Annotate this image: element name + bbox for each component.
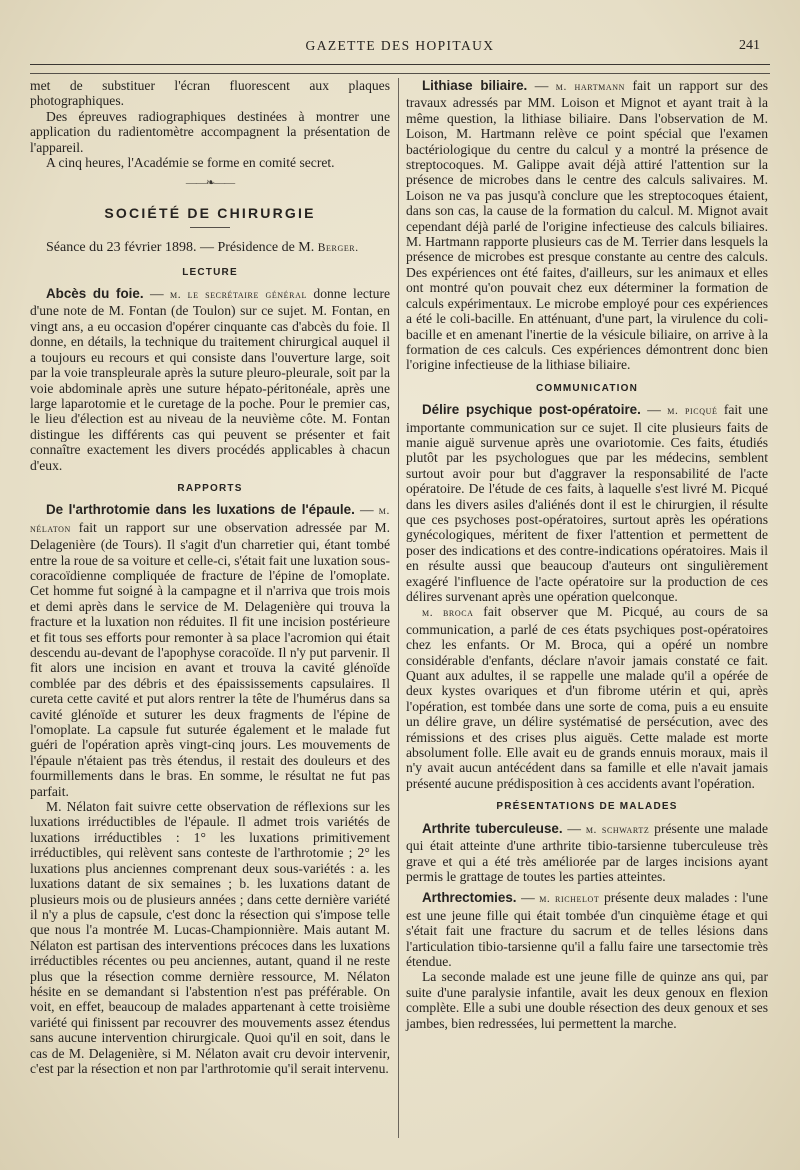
seance-line xyxy=(30,240,390,256)
article-arthrotomie-title: De l'arthrotomie dans les luxations de l'épaule. xyxy=(46,502,355,518)
article-arthrotomie-text: fait un rapport sur une observation adressée par M. Delagenière (de Tours). Il s'agit d'un charretier qui, étant tombé entre la roue de sa voiture et celle-ci, s'était fait une luxation sous-coracoïdienne compliquée de fracture de l'épine de l'omoplate. Cet homme fut soigné à la campagne et il n'arriva que trois mois et demi après dans le service de M. Delagenière qui trouva la fracture et la luxation non réduites. Il fit une incision postérieure et fit tous ses efforts pour remonter à sa place l'acromion qui était descendu au-devant de l'apophyse coracoïde. Il n'y put parvenir. Il fit alors une incision en avant et trouva la cavité glénoïde comblée par des débris et des épaississements capsulaires. Il cureta cette cavité et put alors rentrer la tête de l'humérus dans sa cavité glénoïde et suturer les deux fragments de l'épine de l'omoplate. La capsule fut suturée également et le malade fut guéri de l'opération après vingt-cinq jours. Les mouvements de l'épaule n'étaient pas très étendus, il restait des douleurs et des fourmillements dans le bras. En somme, le résultat ne fut pas parfait. xyxy=(30,519,390,799)
article-lithiase-author: m. hartmann xyxy=(555,81,626,93)
heading-lecture: LECTURE xyxy=(182,266,238,278)
article-arthrite-dash: — xyxy=(562,820,586,836)
article-abces-title: Abcès du foie. xyxy=(46,286,144,302)
article-arthrite-author: m. schwartz xyxy=(585,823,650,836)
seance-text: Séance du 23 février 1898. — Présidence de M. xyxy=(46,240,318,256)
section-title-societe: SOCIÉTÉ DE CHIRURGIE xyxy=(104,204,316,221)
article-arthrotomie xyxy=(30,502,390,799)
article-arthrite-title: Arthrite tuberculeuse. xyxy=(422,820,563,836)
article-arthrotomie-author: m. nélaton xyxy=(30,505,390,535)
article-arthrectomies-author: m. richelot xyxy=(539,893,600,906)
article-arthrectomies-text: présente deux malades : l'une est une jeune fille qui était tombée d'un cinquième étage et qui s'était fait une fracture du sacrum et de telles lésions dans l'articulation tibio-tarsienne qu'il a fallu faire une tarsectomie très étendue. xyxy=(406,890,769,969)
article-abces-dash: — xyxy=(143,286,170,302)
article-arthrectomies xyxy=(406,890,768,969)
article-lithiase xyxy=(406,78,768,373)
article-seconde-malade: La seconde malade est une jeune fille de quinze ans qui, par suite d'une paralysie infantile, avait les deux genoux en flexion complète. Elle a subi une double résection des deux genoux et ses jambes, bien redressées, lui permettent la marche. xyxy=(406,969,768,1031)
article-delire-text: fait une importante communication sur ce sujet. Il cite plusieurs faits de manie aiguë survenue après une ovariotomie. Ces faits, étudiés plutôt par les psychologues que par les médecins, semblent surtout avoir pour but d'aggraver la responsabilité de l'acte opératoire. De l'étude de ces faits, à laquelle s'est livré M. Picqué dans les divers asiles d'aliénés dont il est le chirurgien, il résulte que ces psychoses post-opératoires, surtout après les opérations gynécologiques, méritent de fixer l'attention et permettent de poser des indications et des contre-indications opératoires. Mais il en résulte aussi que beaucoup d'auteurs ont singulièrement exagéré l'influence de l'acte opératoire sur la production de ces délires survenant après une opération quelconque. xyxy=(406,402,769,604)
ornament-divider: ——❧—— xyxy=(185,177,235,190)
article-broca-author: m. broca xyxy=(422,607,474,620)
article-arthrotomie-continued: M. Nélaton fait suivre cette observation de réflexions sur les luxations irréductibles de l'épaule. Il admet trois variétés de luxations irréductibles : 1° les luxations primitivement irréductibles, qui relèvent sans conteste de l'arthrotomie ; 2° les luxations plus anciennes comprenant deux sous-variétés : a. les luxations datant de six semaines ; b. les luxations datant de plusieurs mois ou de plusieurs années ; dans cette dernière variété il n'y a plus de capsule, c'est donc la résection qui s'impose telle que nous l'a montrée M. Lucas-Championnière. Mais autant M. Nélaton est partisan des interventions précoces dans les luxations irréductibles récentes ou peu anciennes, autant, quand il ne reste plus que la résection comme dernière ressource, M. Nélaton hésite en se demandant si l'abstention n'est pas préférable. On voit, en effet, beaucoup de malades appartenant à cette troisième variété qui finissent par recouvrer des mouvements assez étendus sans aucune intervention chirurgicale. Quoi qu'il en soit, dans le cas de M. Delagenière, si M. Nélaton avait cru devoir intervenir, c'est par la résection et non par l'arthrotomie qu'il serait intervenu. xyxy=(30,799,390,1076)
running-title: GAZETTE DES HOPITAUX xyxy=(305,38,495,53)
article-arthrectomies-title: Arthrectomies. xyxy=(422,890,517,906)
header-rule xyxy=(30,64,770,65)
article-arthrotomie-dash: — xyxy=(354,502,379,518)
article-delire xyxy=(406,402,768,604)
right-column xyxy=(406,78,768,1031)
heading-presentations: PRÉSENTATIONS DE MALADES xyxy=(496,801,678,813)
short-rule xyxy=(190,227,230,228)
article-abces xyxy=(30,286,390,473)
header-rule-secondary xyxy=(30,73,770,74)
article-delire-title: Délire psychique post-opératoire. xyxy=(422,402,641,418)
running-head xyxy=(0,38,800,58)
paragraph-intro: met de substituer l'écran fluorescent aux plaques photographiques. xyxy=(30,78,390,109)
left-column xyxy=(30,78,390,1076)
heading-communication: COMMUNICATION xyxy=(535,382,639,394)
article-arthrite-text: présente une malade qui était atteinte d'une arthrite tibio-tarsienne tuberculeuse très grave et qui a été très améliorée par de larges incisions ayant permis le grattage de toutes les parties atteintes. xyxy=(406,820,768,884)
article-arthrite xyxy=(406,821,768,885)
article-lithiase-text: fait un rapport sur des travaux adressés par MM. Loison et Mignot et ayant trait à la même question, la lithiase biliaire. Dans l'observation de M. Loison, M. Hartmann relève ce point spécial que l'examen bactériologique du centre du calcul y a montré la présence de streptocoques. M. Galippe avait déjà attiré l'attention sur la présence de microbes dans le centre des calculs salivaires. M. Loison ne va pas jusqu'à conclure que les streptocoques étaient, dans son cas, la cause de la formation du calcul. M. Mignot avait cependant déjà parlé de l'origine infectieuse des calculs biliaires. M. Hartmann rapporte plusieurs cas de M. Terrier dans lesquels la présence de microbes est presque constante au centre des calculs. Des expériences ont été faites, d'ailleurs, sur les animaux et elles ont montré qu'on pouvait chez eux déterminer la formation de calculs expérimentaux. Le microbe employé pour ces expériences a été le coli-bacille. En atténuant, d'une part, la virulence du coli-bacille et en amenant l'inertie de la vésicule biliaire, on arrive à la formation de ces calculs. Ces expériences démontrent donc bien l'origine infectieuse de la lithiase biliaire. xyxy=(406,78,768,373)
article-delire-author: m. picqué xyxy=(667,405,718,418)
heading-rapports: RAPPORTS xyxy=(177,482,243,494)
article-abces-text: donne lecture d'une note de M. Fontan (de Toulon) sur ce sujet. M. Fontan, en vingt ans, a eu occasion d'opérer cinquante cas d'abcès du foie. Il donne, en détails, la technique du traitement chirurgical auquel il a toujours eu recours et qui consiste dans l'ouverture large, soit par la voie transpleurale après la suture pleuro-pleurale, soit par la voie abdominale après une suture hépato-péritonéale, après une large laparotomie et le curetage de la poche. Pour le premier cas, le lieu d'élection est au niveau de la neuvième côte. M. Fontan distingue les différents cas qui peuvent se présenter et fait connaître exactement les divers procédés applicables à chacun d'eux. xyxy=(30,286,391,473)
seance-president: Berger. xyxy=(317,242,359,255)
article-lithiase-title: Lithiase biliaire. xyxy=(422,78,528,93)
column-divider xyxy=(398,78,399,1138)
article-broca xyxy=(406,604,768,791)
article-broca-text: fait observer que M. Picqué, au cours de sa communication, a parlé de ces états psychiques post-opératoires chez les enfants. Or M. Broca, qui a opéré un nombre considérable d'enfants, déclare n'avoir jamais constaté ce fait. Quant aux adultes, il se rappelle une malade qu'il a opérée de deux kystes ovariques et d'un fibrome utérin et qui, après l'opération, est tombée dans une sorte de coma, puis a eu ensuite un délire grave, un délire systématisé de persécution, avec des rémissions et des crises plus aiguës. Cette malade est morte absolument folle. Elle avait eu de grands ennuis moraux, mais il n'y avait aucun antécédent dans sa famille et elle n'avait jamais présenté aucune prédisposition à ces accidents avant l'opération. xyxy=(406,604,768,791)
paragraph-epreuves: Des épreuves radiographiques destinées à montrer une application du radientomètre accompagnent la présentation de l'appareil. xyxy=(30,108,390,155)
article-arthrectomies-dash: — xyxy=(516,890,540,906)
article-abces-author: m. le secrétaire général xyxy=(170,289,307,302)
article-lithiase-dash: — xyxy=(527,78,556,93)
paragraph-comite: A cinq heures, l'Académie se forme en comité secret. xyxy=(46,155,335,171)
article-delire-dash: — xyxy=(640,402,668,418)
page-number: 241 xyxy=(739,38,760,53)
